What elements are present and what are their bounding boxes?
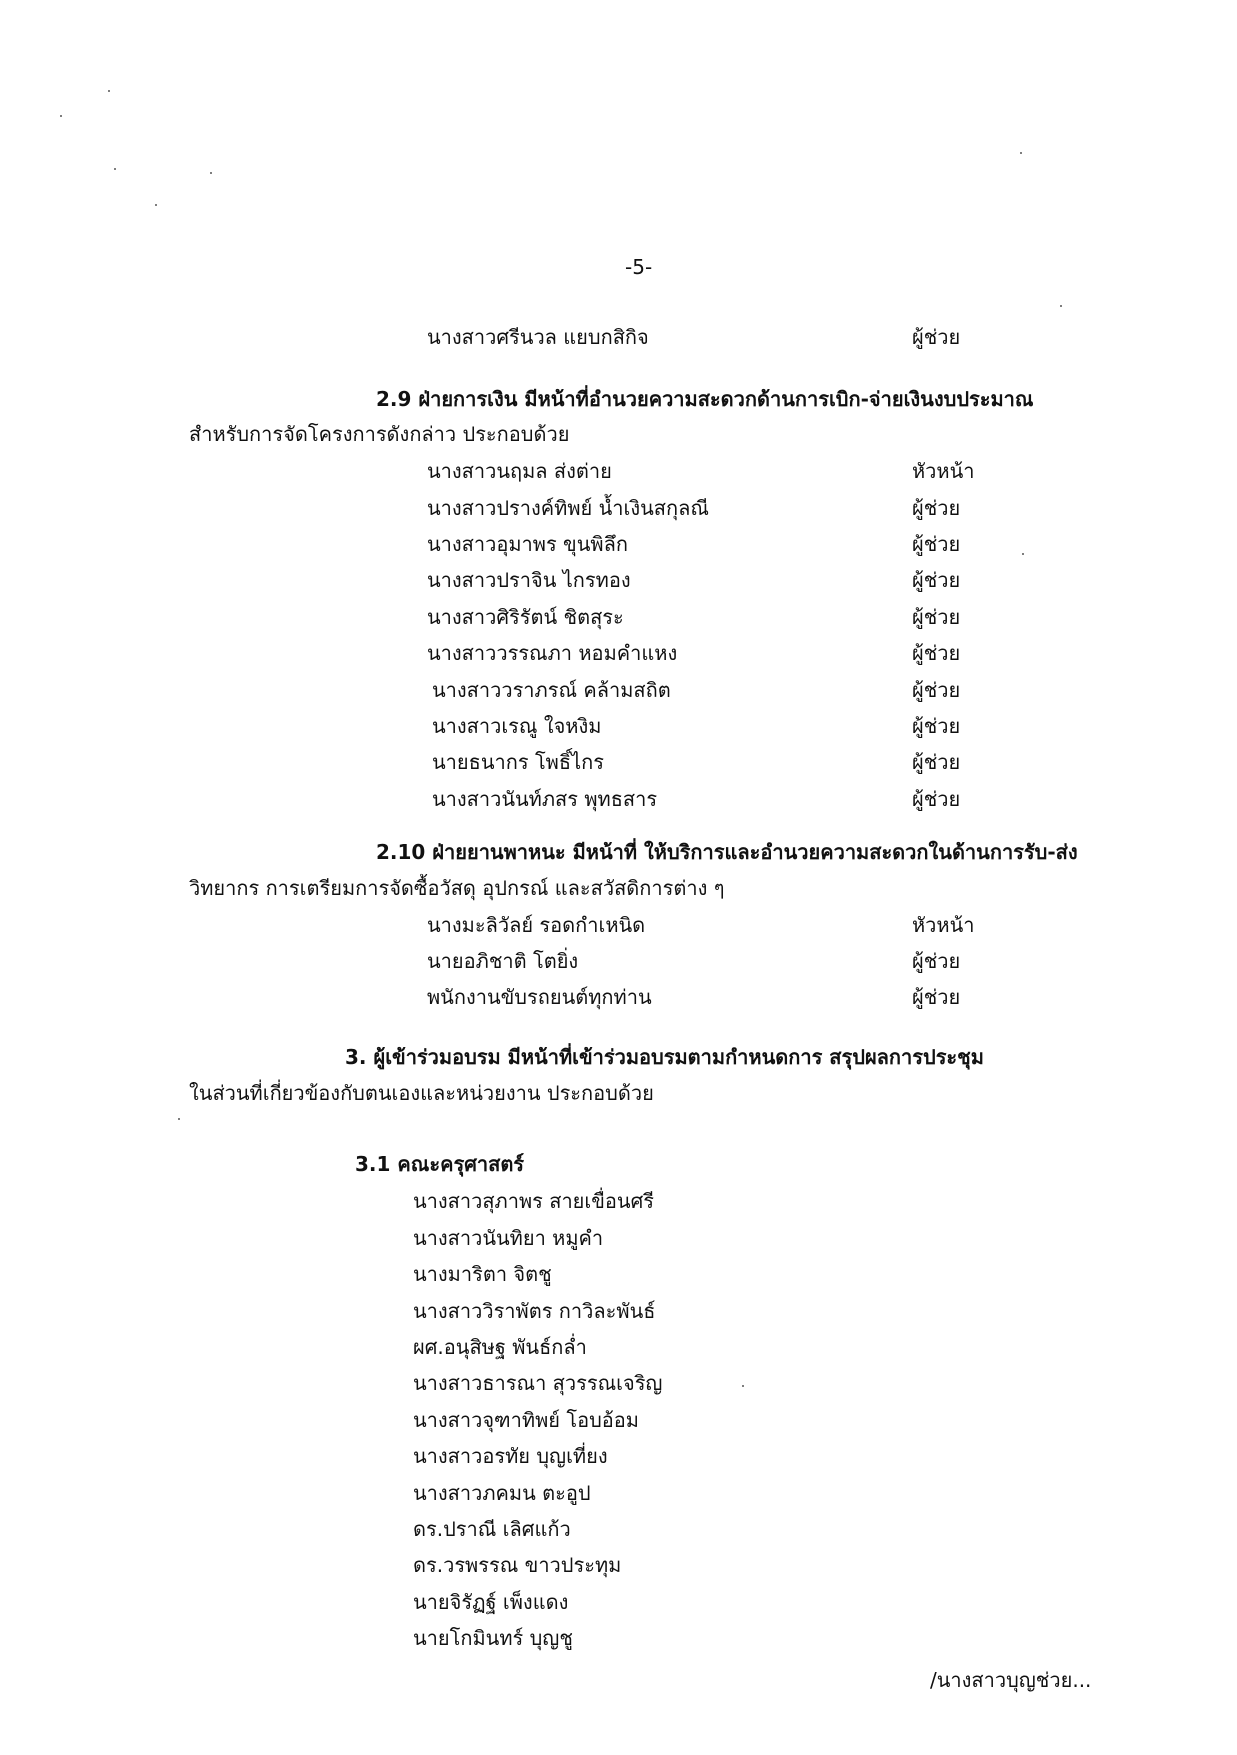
- participant-name: นางสาวอรทัย บุญเที่ยง: [413, 1444, 608, 1468]
- member-role: ผู้ช่วย: [912, 750, 961, 774]
- scan-speck: [1060, 305, 1062, 307]
- scan-speck: [1022, 553, 1024, 555]
- member-name: นางสาวปราจิน ไกรทอง: [427, 568, 631, 592]
- section-3-heading: 3. ผู้เข้าร่วมอบรม มีหน้าที่เข้าร่วมอบรมตามกำหนดการ สรุปผลการประชุม: [345, 1045, 984, 1069]
- participant-name: ดร.ปราณี เลิศแก้ว: [413, 1517, 571, 1541]
- scan-speck: [742, 1385, 744, 1387]
- member-name: พนักงานขับรถยนต์ทุกท่าน: [427, 985, 652, 1009]
- member-name: นางสาวปรางค์ทิพย์ น้ำเงินสกุลณี: [427, 496, 709, 520]
- scan-speck: [108, 90, 110, 92]
- scan-speck: [210, 172, 212, 174]
- participant-name: นางสาววิราพัตร กาวิละพันธ์: [413, 1299, 656, 1323]
- member-role: ผู้ช่วย: [912, 641, 961, 665]
- section-3-1-heading: 3.1 คณะครุศาสตร์: [355, 1152, 525, 1176]
- member-role: ผู้ช่วย: [912, 985, 961, 1009]
- scan-speck: [114, 168, 116, 170]
- scan-speck: [178, 1118, 180, 1120]
- member-name: นางสาวนฤมล ส่งต่าย: [427, 459, 612, 483]
- member-role: ผู้ช่วย: [912, 678, 961, 702]
- scan-speck: [1020, 152, 1022, 154]
- participant-name: นางสาวธารณา สุวรรณเจริญ: [413, 1371, 663, 1395]
- member-name: นายธนากร โพธิ์ไกร: [432, 750, 604, 774]
- member-role: ผู้ช่วย: [912, 605, 961, 629]
- section-2-9-continuation: สำหรับการจัดโครงการดังกล่าว ประกอบด้วย: [189, 422, 570, 446]
- section-2-10-heading: 2.10 ฝ่ายยานพาหนะ มีหน้าที่ ให้บริการและอำนวยความสะดวกในด้านการรับ-ส่ง: [376, 840, 1078, 864]
- member-name: นางสาวนันท์ภสร พุทธสาร: [432, 787, 658, 811]
- participant-name: นางสาวจุฑาทิพย์ โอบอ้อม: [413, 1408, 639, 1432]
- page-number: -5-: [625, 255, 653, 279]
- member-name: นางสาวศิริรัตน์ ชิตสุระ: [427, 605, 624, 629]
- section-2-9-heading: 2.9 ฝ่ายการเงิน มีหน้าที่อำนวยความสะดวกด้านการเบิก-จ่ายเงินงบประมาณ: [376, 387, 1034, 411]
- member-name: นางมะลิวัลย์ รอดกำเหนิด: [427, 913, 646, 937]
- participant-name: นางสาวสุภาพร สายเขื่อนศรี: [413, 1189, 655, 1213]
- participant-name: นางสาวภคมน ตะอูป: [413, 1481, 591, 1505]
- member-name: นางสาวศรีนวล แยบกสิกิจ: [427, 325, 649, 349]
- member-role: ผู้ช่วย: [912, 568, 961, 592]
- participant-name: นางสาวนันทิยา หมูคำ: [413, 1226, 604, 1250]
- participant-name: นางมาริตา จิตชู: [413, 1262, 552, 1286]
- section-2-10-continuation: วิทยากร การเตรียมการจัดซื้อวัสดุ อุปกรณ์ และสวัสดิการต่าง ๆ: [189, 876, 725, 900]
- member-role: ผู้ช่วย: [912, 532, 961, 556]
- participant-name: นายโกมินทร์ บุญชู: [413, 1626, 573, 1650]
- scan-speck: [155, 204, 157, 206]
- member-role: ผู้ช่วย: [912, 949, 961, 973]
- member-name: นางสาวเรณู ใจหงิม: [432, 714, 602, 738]
- scan-speck: [60, 115, 62, 117]
- continuation-marker: /นางสาวบุญช่วย...: [930, 1668, 1092, 1692]
- participant-name: นายจิรัฏฐ์ เพ็งแดง: [413, 1590, 569, 1614]
- member-name: นางสาวอุมาพร ขุนพิลึก: [427, 532, 628, 556]
- member-name: นางสาววราภรณ์ คล้ามสถิต: [432, 678, 671, 702]
- member-role: ผู้ช่วย: [912, 787, 961, 811]
- participant-name: ดร.วรพรรณ ขาวประทุม: [413, 1553, 622, 1577]
- member-name: นางสาววรรณภา หอมคำแหง: [427, 641, 678, 665]
- member-role: ผู้ช่วย: [912, 496, 961, 520]
- member-role: ผู้ช่วย: [912, 325, 961, 349]
- participant-name: ผศ.อนุสิษฐ พันธ์กล่ำ: [413, 1335, 587, 1359]
- member-role: ผู้ช่วย: [912, 714, 961, 738]
- member-role: หัวหน้า: [912, 913, 975, 937]
- section-3-continuation: ในส่วนที่เกี่ยวข้องกับตนเองและหน่วยงาน ประกอบด้วย: [189, 1081, 654, 1105]
- member-name: นายอภิชาติ โตยิ่ง: [427, 949, 579, 973]
- member-role: หัวหน้า: [912, 459, 975, 483]
